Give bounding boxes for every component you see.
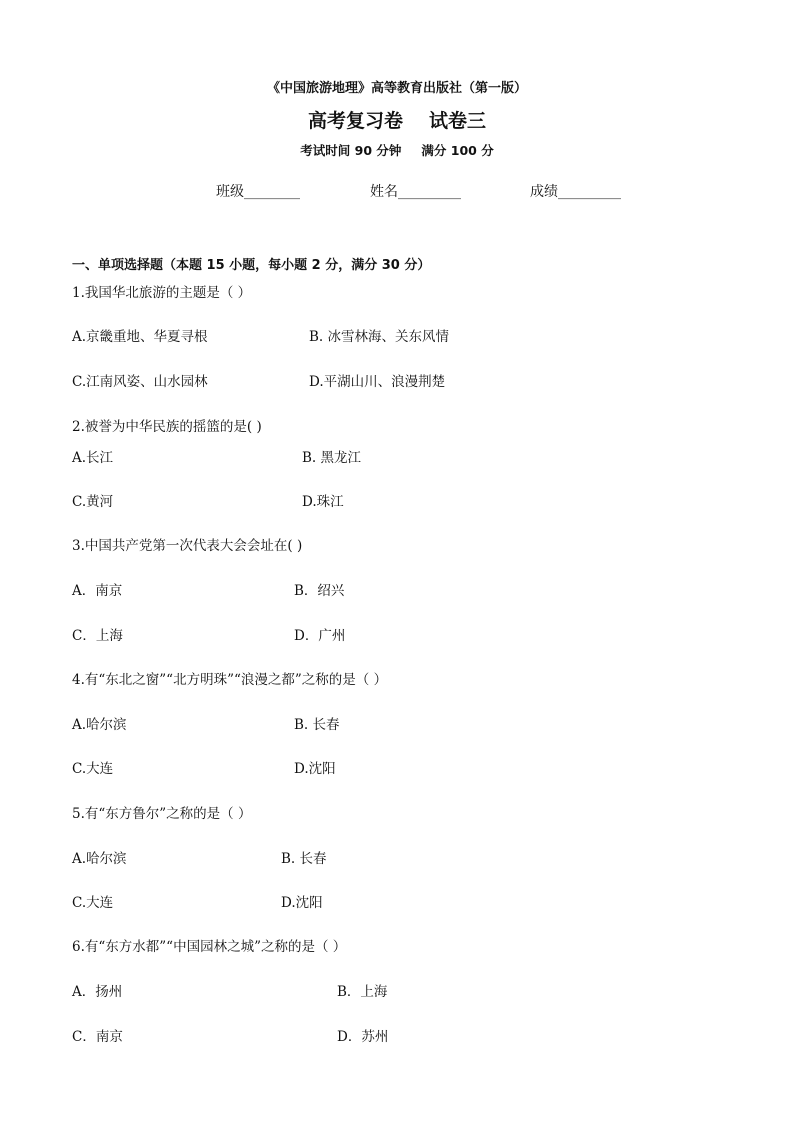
question-text: 3.中国共产党第一次代表大会会址在( )	[72, 538, 303, 554]
name-field: 姓名_________	[370, 184, 461, 200]
question-text: 6.有“东方水都”“中国园林之城”之称的是（ ）	[72, 939, 347, 955]
exam-title-line	[0, 106, 794, 133]
option-b: B. 黑龙江	[302, 450, 362, 466]
option-a: A.哈尔滨	[72, 851, 127, 867]
book-title: 《中国旅游地理》高等教育出版社（第一版）	[266, 81, 527, 96]
option-d: D.平湖山川、浪漫荆楚	[309, 374, 446, 390]
option-c: C.大连	[72, 761, 114, 777]
option-a: A.京畿重地、华夏寻根	[72, 329, 208, 345]
paper-name: 试卷三	[429, 110, 487, 132]
question-text: 5.有“东方鲁尔”之称的是（ ）	[72, 806, 252, 822]
option-c: C.江南风姿、山水园林	[72, 374, 208, 390]
exam-meta	[0, 141, 794, 159]
option-d: D．广州	[294, 628, 346, 644]
full-score: 满分 100 分	[421, 143, 494, 158]
option-a: A.哈尔滨	[72, 717, 127, 733]
option-d: D.沈阳	[294, 761, 336, 777]
exam-time: 考试时间 90 分钟	[300, 143, 402, 158]
option-c: C．上海	[72, 628, 123, 644]
option-c: C.大连	[72, 895, 114, 911]
exam-title: 高考复习卷	[307, 110, 403, 132]
question-text: 1.我国华北旅游的主题是（ ）	[72, 285, 252, 301]
option-d: D.珠江	[302, 494, 344, 510]
option-b: B．上海	[337, 984, 388, 1000]
option-b: B. 长春	[281, 851, 327, 867]
option-a: A．南京	[72, 583, 123, 599]
option-b: B. 冰雪林海、关东风情	[309, 329, 450, 345]
score-field: 成绩_________	[530, 184, 621, 200]
option-d: D.沈阳	[281, 895, 323, 911]
section-title: 一、单项选择题（本题 15 小题，每小题 2 分，满分 30 分）	[72, 258, 431, 273]
question-text: 4.有“东北之窗”“北方明珠”“浪漫之都”之称的是（ ）	[72, 672, 388, 688]
class-field: 班级________	[216, 184, 300, 200]
option-a: A．扬州	[72, 984, 123, 1000]
option-c: C．南京	[72, 1029, 123, 1045]
option-d: D．苏州	[337, 1029, 389, 1045]
option-b: B．绍兴	[294, 583, 345, 599]
option-a: A.长江	[72, 450, 114, 466]
question-text: 2.被誉为中华民族的摇篮的是( )	[72, 419, 262, 435]
option-b: B. 长春	[294, 717, 340, 733]
option-c: C.黄河	[72, 494, 114, 510]
